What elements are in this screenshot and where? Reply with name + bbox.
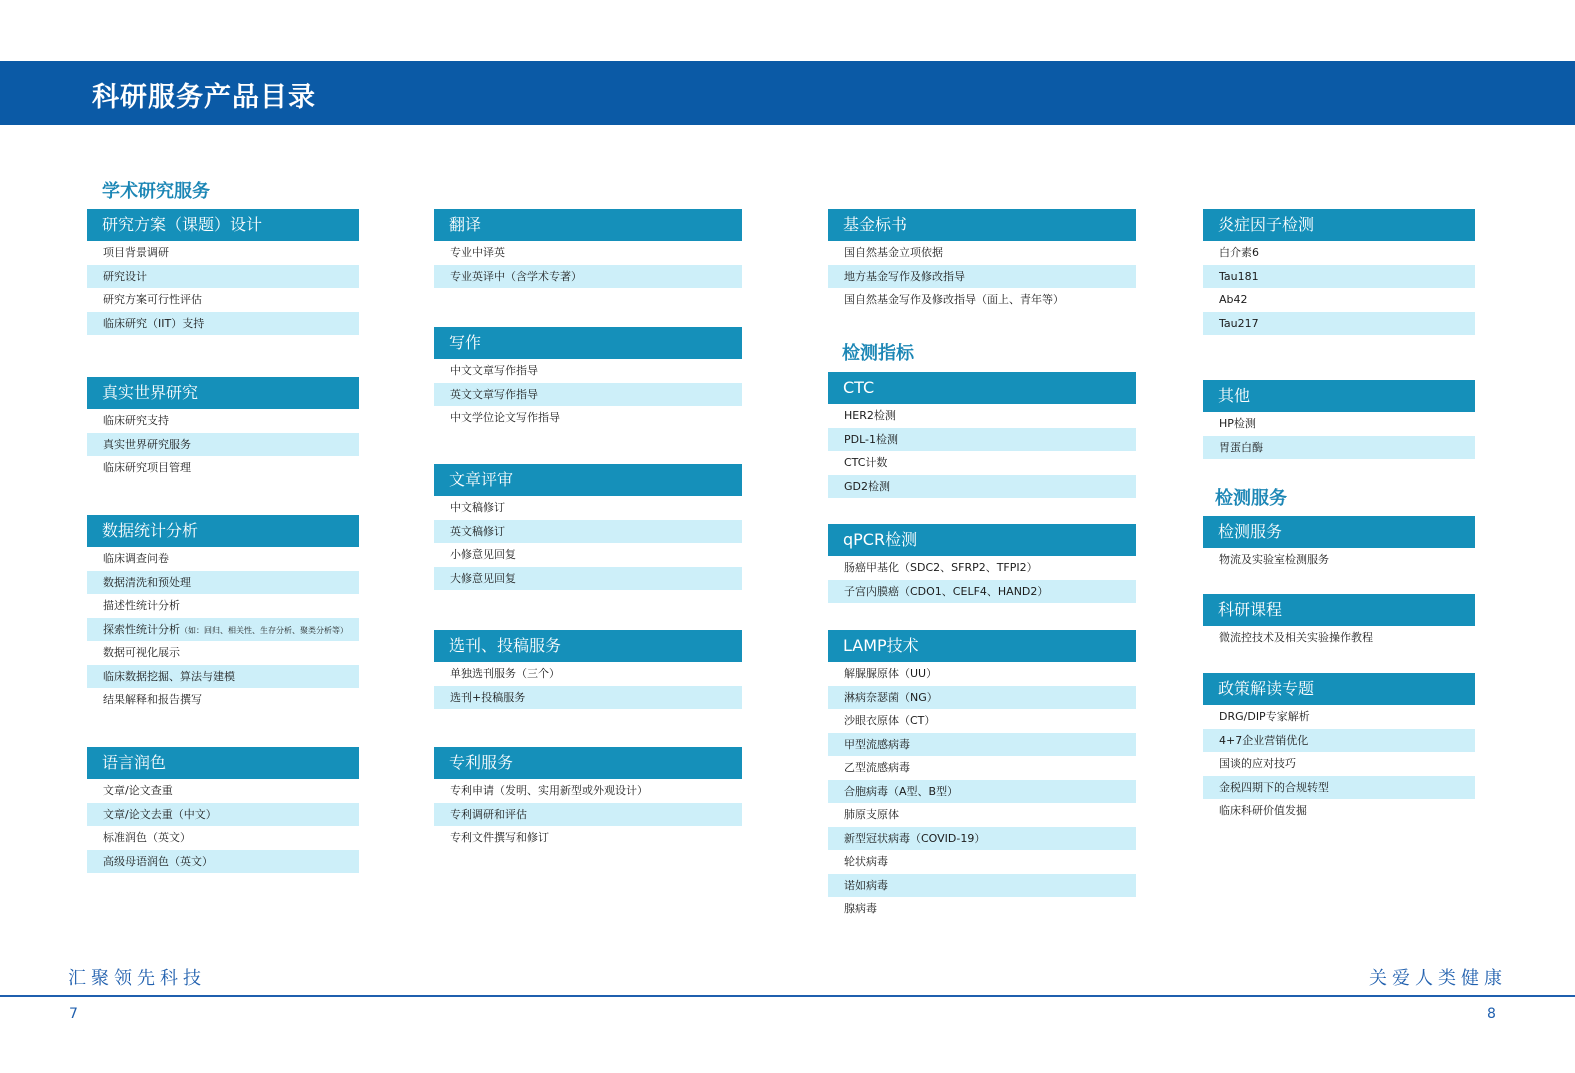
- block-header-writing: 写作: [434, 327, 742, 359]
- block-lamp: [828, 630, 1136, 921]
- list-item: 专业中译英: [450, 246, 505, 259]
- list-item: 高级母语润色（英文）: [87, 850, 359, 874]
- list-item: 结果解释和报告撰写: [103, 693, 202, 706]
- section-title-testing: 检测服务: [1215, 488, 1287, 509]
- block-fund: [828, 209, 1136, 312]
- list-item: 4+7企业营销优化: [1203, 729, 1475, 753]
- block-header-fund: 基金标书: [828, 209, 1136, 241]
- list-item: [87, 618, 359, 642]
- list-item: 合胞病毒（A型、B型）: [828, 780, 1136, 804]
- list-item: Tau181: [1203, 265, 1475, 289]
- block-rwe: [87, 377, 359, 480]
- list-item: 真实世界研究服务: [87, 433, 359, 457]
- list-item: 单独选刊服务（三个）: [450, 667, 560, 680]
- block-header-stats: 数据统计分析: [87, 515, 359, 547]
- list-item: 国谈的应对技巧: [1219, 757, 1296, 770]
- list-item: 甲型流感病毒: [828, 733, 1136, 757]
- footer-slogan-right: 关爱人类健康: [1369, 968, 1507, 989]
- list-item: 肺原支原体: [844, 808, 899, 821]
- list-item: 轮状病毒: [844, 855, 888, 868]
- block-header-testsvc: 检测服务: [1203, 516, 1475, 548]
- footer-slogan-left: 汇聚领先科技: [68, 968, 206, 989]
- block-header-other: 其他: [1203, 380, 1475, 412]
- list-item: 临床研究项目管理: [103, 461, 191, 474]
- block-language: [87, 747, 359, 873]
- list-item: 临床调查问卷: [103, 552, 169, 565]
- section-title-indicators: 检测指标: [842, 343, 914, 364]
- block-header-qpcr: qPCR检测: [828, 524, 1136, 556]
- block-design: [87, 209, 359, 335]
- block-header-journal: 选刊、投稿服务: [434, 630, 742, 662]
- footer-divider: [0, 995, 1575, 997]
- list-item: 诺如病毒: [828, 874, 1136, 898]
- list-item: GD2检测: [828, 475, 1136, 499]
- list-item-label: 探索性统计分析: [103, 622, 180, 636]
- list-item-note: （如：回归、相关性、生存分析、聚类分析等）: [180, 625, 348, 635]
- list-item: Ab42: [1219, 293, 1248, 306]
- list-item: DRG/DIP专家解析: [1219, 710, 1310, 723]
- block-header-lamp: LAMP技术: [828, 630, 1136, 662]
- list-item: 临床数据挖掘、算法与建模: [87, 665, 359, 689]
- block-header-rwe: 真实世界研究: [87, 377, 359, 409]
- page-number-left: 7: [69, 1006, 78, 1022]
- list-item: 标准润色（英文）: [103, 831, 191, 844]
- list-item: 专利申请（发明、实用新型或外观设计）: [450, 784, 648, 797]
- block-header-translate: 翻译: [434, 209, 742, 241]
- list-item: 选刊+投稿服务: [434, 686, 742, 710]
- block-review: [434, 464, 742, 590]
- list-item: 英文文章写作指导: [434, 383, 742, 407]
- list-item: 文章/论文查重: [103, 784, 173, 797]
- header-bar: [0, 61, 1575, 125]
- list-item: 专利文件撰写和修订: [450, 831, 549, 844]
- block-inflammation: [1203, 209, 1475, 335]
- block-journal: [434, 630, 742, 709]
- list-item: 乙型流感病毒: [844, 761, 910, 774]
- block-writing: [434, 327, 742, 430]
- list-item: 临床研究（IIT）支持: [87, 312, 359, 336]
- list-item: 临床研究支持: [103, 414, 169, 427]
- list-item: 解脲脲原体（UU）: [844, 667, 938, 680]
- list-item: 微流控技术及相关实验操作教程: [1219, 631, 1373, 644]
- list-item: CTC计数: [844, 456, 888, 469]
- list-item: 文章/论文去重（中文）: [87, 803, 359, 827]
- list-item: 研究设计: [87, 265, 359, 289]
- list-item: PDL-1检测: [828, 428, 1136, 452]
- list-item: 项目背景调研: [103, 246, 169, 259]
- list-item: 英文稿修订: [434, 520, 742, 544]
- list-item: 中文文章写作指导: [450, 364, 538, 377]
- block-header-course: 科研课程: [1203, 594, 1475, 626]
- list-item: 白介素6: [1219, 246, 1259, 259]
- list-item: 中文学位论文写作指导: [450, 411, 560, 424]
- block-translate: [434, 209, 742, 288]
- list-item: 沙眼衣原体（CT）: [844, 714, 936, 727]
- block-testsvc: [1203, 516, 1475, 572]
- list-item: 腺病毒: [844, 902, 877, 915]
- block-patent: [434, 747, 742, 850]
- block-stats: [87, 515, 359, 712]
- list-item: 新型冠状病毒（COVID-19）: [828, 827, 1136, 851]
- list-item: 肠癌甲基化（SDC2、SFRP2、TFPI2）: [844, 561, 1038, 574]
- list-item: 金税四期下的合规转型: [1203, 776, 1475, 800]
- list-item: 描述性统计分析: [103, 599, 180, 612]
- block-ctc: [828, 372, 1136, 498]
- block-header-ctc: CTC: [828, 372, 1136, 404]
- list-item: 国自然基金写作及修改指导（面上、青年等）: [844, 293, 1064, 306]
- list-item: 胃蛋白酶: [1203, 436, 1475, 460]
- block-header-policy: 政策解读专题: [1203, 673, 1475, 705]
- list-item: 数据清洗和预处理: [87, 571, 359, 595]
- block-other: [1203, 380, 1475, 459]
- list-item: 中文稿修订: [450, 501, 505, 514]
- block-course: [1203, 594, 1475, 650]
- list-item: 专业英译中（含学术专著）: [434, 265, 742, 289]
- list-item: 物流及实验室检测服务: [1219, 553, 1329, 566]
- list-item: 淋病奈瑟菌（NG）: [828, 686, 1136, 710]
- list-item: Tau217: [1203, 312, 1475, 336]
- block-policy: [1203, 673, 1475, 823]
- list-item: 数据可视化展示: [103, 646, 180, 659]
- block-qpcr: [828, 524, 1136, 603]
- list-item: 临床科研价值发掘: [1219, 804, 1307, 817]
- list-item: HP检测: [1219, 417, 1256, 430]
- list-item: 专利调研和评估: [434, 803, 742, 827]
- list-item: 大修意见回复: [434, 567, 742, 591]
- list-item: 小修意见回复: [450, 548, 516, 561]
- list-item: HER2检测: [844, 409, 896, 422]
- list-item: 国自然基金立项依据: [844, 246, 943, 259]
- block-header-review: 文章评审: [434, 464, 742, 496]
- block-header-design: 研究方案（课题）设计: [87, 209, 359, 241]
- block-header-language: 语言润色: [87, 747, 359, 779]
- list-item: 地方基金写作及修改指导: [828, 265, 1136, 289]
- page-number-right: 8: [1487, 1006, 1496, 1022]
- block-header-patent: 专利服务: [434, 747, 742, 779]
- list-item: 研究方案可行性评估: [103, 293, 202, 306]
- list-item: 子宫内膜癌（CDO1、CELF4、HAND2）: [828, 580, 1136, 604]
- block-header-inflammation: 炎症因子检测: [1203, 209, 1475, 241]
- section-title-academic: 学术研究服务: [102, 181, 210, 202]
- page-title: 科研服务产品目录: [92, 82, 316, 113]
